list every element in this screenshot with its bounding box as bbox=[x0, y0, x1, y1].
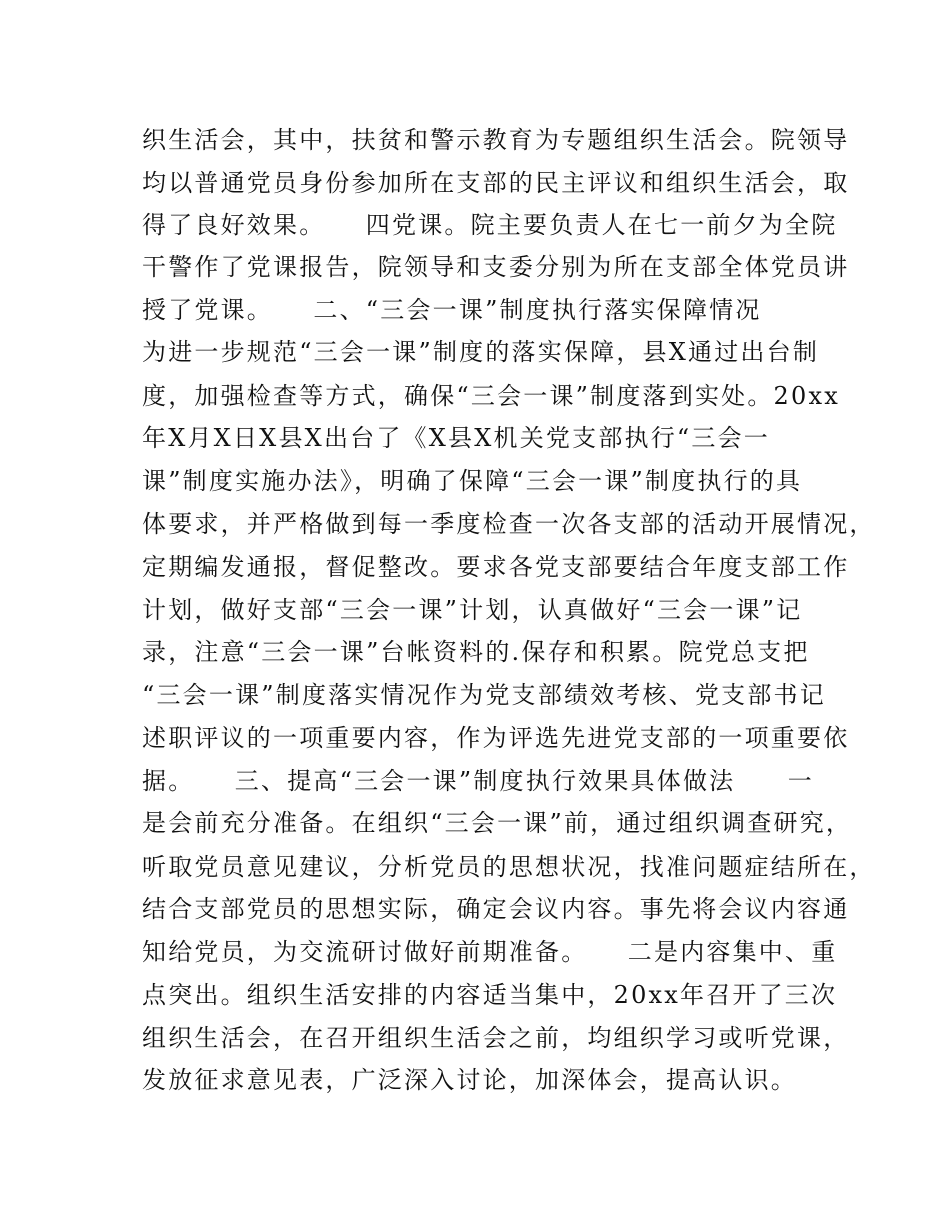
text-line: 体要求，并严格做到每一季度检查一次各支部的活动开展情况， bbox=[142, 510, 876, 538]
text-line: 得了良好效果。 四党课。院主要负责人在七一前夕为全院 bbox=[142, 211, 838, 239]
text-line: 据。 三、提高“三会一课”制度执行效果具体做法 一 bbox=[142, 767, 814, 795]
text-line: 度，加强检查等方式，确保“三会一课”制度落到实处。20xx bbox=[142, 382, 840, 410]
text-line: 课”制度实施办法》，明确了保障“三会一课”制度执行的具 bbox=[142, 467, 803, 495]
text-line: 结合支部党员的思想实际，确定会议内容。事先将会议内容通 bbox=[142, 895, 850, 923]
text-line: 组织生活会，在召开组织生活会之前，均组织学习或听党课， bbox=[142, 1024, 850, 1052]
text-line: 干警作了党课报告，院领导和支委分别为所在支部全体党员讲 bbox=[142, 253, 850, 281]
text-line: 述职评议的一项重要内容，作为评选先进党支部的一项重要依 bbox=[142, 724, 850, 752]
text-line: 为进一步规范“三会一课”制度的落实保障，县X通过出台制 bbox=[142, 338, 820, 366]
text-line: 听取党员意见建议，分析党员的思想状况，找准问题症结所在， bbox=[142, 853, 876, 881]
text-line: 年X月X日X县X出台了《X县X机关党支部执行“三会一 bbox=[142, 424, 770, 452]
text-line: 是会前充分准备。在组织“三会一课”前，通过组织调查研究， bbox=[142, 809, 853, 837]
text-line: 织生活会，其中，扶贫和警示教育为专题组织生活会。院领导 bbox=[142, 126, 850, 154]
text-line: 知给党员，为交流研讨做好前期准备。 二是内容集中、重 bbox=[142, 938, 838, 966]
text-line: 定期编发通报，督促整改。要求各党支部要结合年度支部工作 bbox=[142, 553, 850, 581]
text-line: 录，注意“三会一课”台帐资料的.保存和积累。院党总支把 bbox=[142, 638, 810, 666]
text-line: “三会一课”制度落实情况作为党支部绩效考核、党支部书记 bbox=[142, 681, 826, 709]
text-line: 发放征求意见表，广泛深入讨论，加深体会，提高认识。 bbox=[142, 1066, 797, 1094]
text-line: 点突出。组织生活安排的内容适当集中，20xx年召开了三次 bbox=[142, 981, 838, 1009]
text-line: 授了党课。 二、“三会一课”制度执行落实保障情况 bbox=[142, 296, 762, 324]
text-line: 计划，做好支部“三会一课”计划，认真做好“三会一课”记 bbox=[142, 596, 803, 624]
text-line: 均以普通党员身份参加所在支部的民主评议和组织生活会，取 bbox=[142, 169, 850, 197]
